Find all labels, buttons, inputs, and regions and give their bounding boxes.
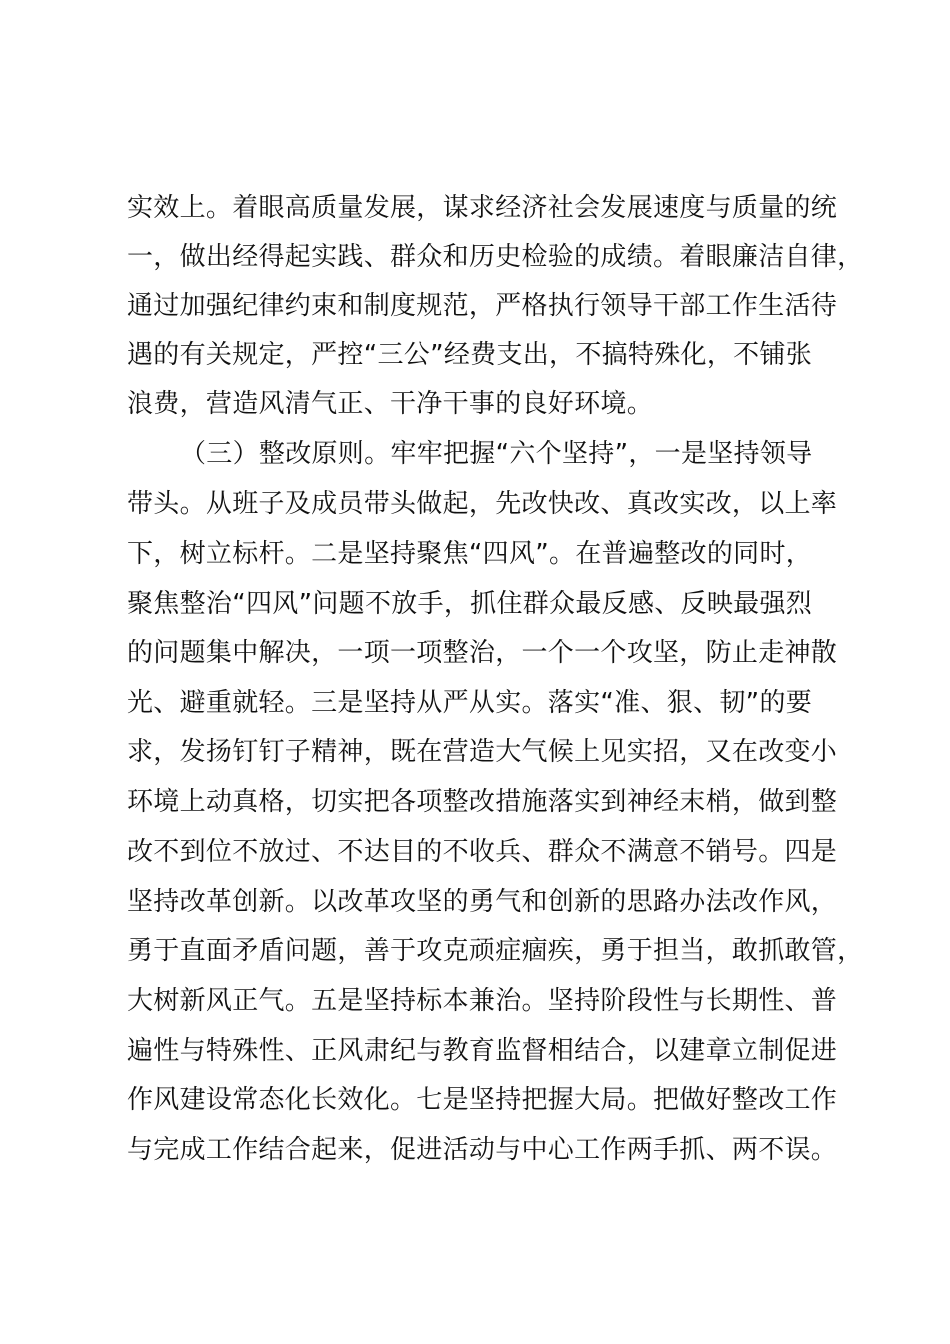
text-line: 通过加强纪律约束和制度规范，严格执行领导干部工作生活待 [127,291,838,321]
text-line: 实效上。着眼高质量发展，谋求经济社会发展速度与质量的统 [127,193,838,223]
text-line: 光、避重就轻。三是坚持从严从实。落实“准、狠、韧”的要 [127,688,813,718]
text-line: 遇的有关规定，严控“三公”经费支出，不搞特殊化，不铺张 [127,340,813,370]
text-line: 浪费，营造风清气正、干净干事的良好环境。 [127,389,654,419]
text-line: 改不到位不放过、不达目的不收兵、群众不满意不销号。四是 [127,837,838,867]
text-line: 的问题集中解决，一项一项整治，一个一个攻坚，防止走神散 [127,638,838,668]
text-line: 求，发扬钉钉子精神，既在营造大气候上见实招，又在改变小 [127,737,838,767]
text-line: 环境上动真格，切实把各项整改措施落实到神经末梢，做到整 [127,787,838,817]
text-line: 大树新风正气。五是坚持标本兼治。坚持阶段性与长期性、普 [127,986,838,1016]
text-line: 带头。从班子及成员带头做起，先改快改、真改实改，以上率 [127,489,838,519]
text-line: 勇于直面矛盾问题，善于攻克顽症痼疾，勇于担当，敢抓敢管， [127,936,864,966]
section-heading-line: （三）整改原则。牢牢把握“六个坚持”，一是坚持领导 [180,439,813,469]
text-line: 一，做出经得起实践、群众和历史检验的成绩。着眼廉洁自律， [127,242,864,272]
text-line: 下，树立标杆。二是坚持聚焦“四风”。在普遍整改的同时， [127,539,813,569]
text-line: 与完成工作结合起来，促进活动与中心工作两手抓、两不误。 [127,1135,838,1165]
text-line: 遍性与特殊性、正风肃纪与教育监督相结合，以建章立制促进 [127,1036,838,1066]
text-line: 作风建设常态化长效化。七是坚持把握大局。把做好整改工作 [127,1085,838,1115]
text-line: 聚焦整治“四风”问题不放手，抓住群众最反感、反映最强烈 [127,589,813,619]
text-line: 坚持改革创新。以改革攻坚的勇气和创新的思路办法改作风， [127,887,838,917]
